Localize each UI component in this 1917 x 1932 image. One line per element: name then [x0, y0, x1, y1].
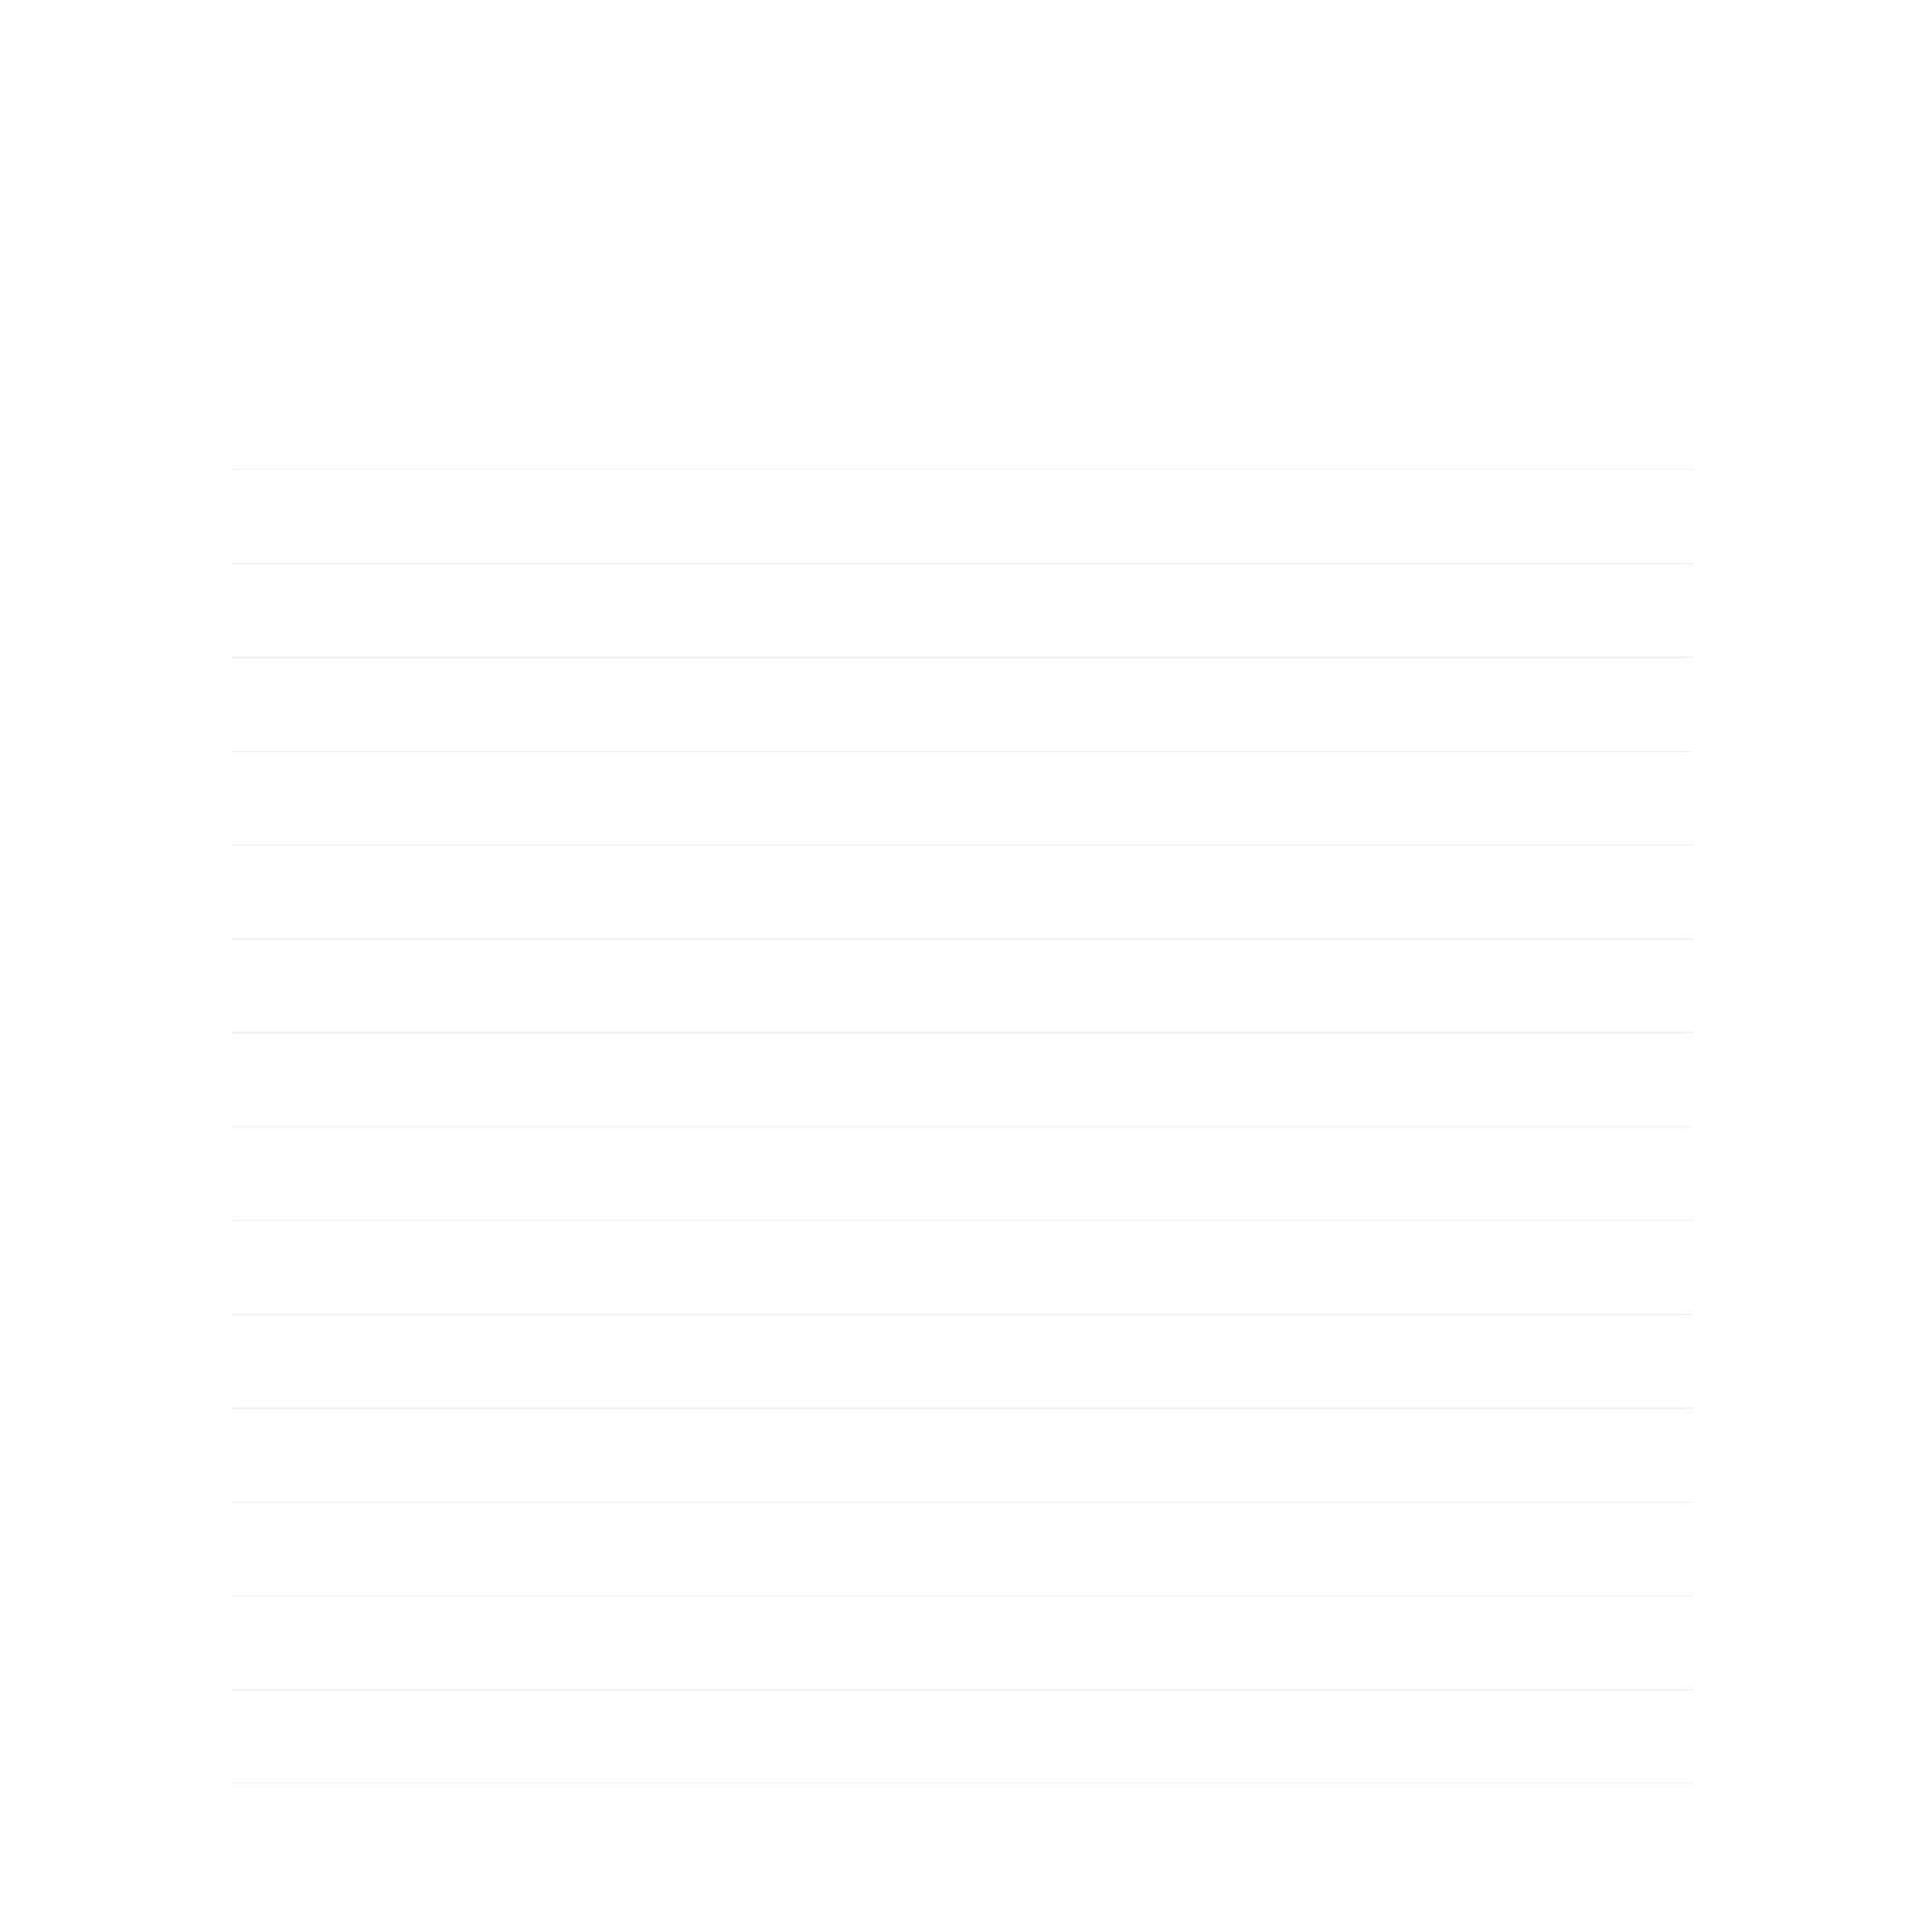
list-row: [232, 563, 1691, 657]
list-row: [232, 657, 1691, 751]
list-row: [232, 1220, 1691, 1314]
list-row: [232, 751, 1691, 845]
empty-list: [232, 469, 1691, 1783]
list-row: [232, 1314, 1691, 1408]
list-row: [232, 845, 1691, 939]
list-row: [232, 1689, 1691, 1783]
list-row: [232, 1126, 1691, 1220]
list-row: [232, 1596, 1691, 1689]
list-row: [232, 1032, 1691, 1126]
list-row: [232, 1408, 1691, 1502]
list-row: [232, 939, 1691, 1032]
list-row: [232, 469, 1691, 563]
list-row: [232, 1502, 1691, 1596]
